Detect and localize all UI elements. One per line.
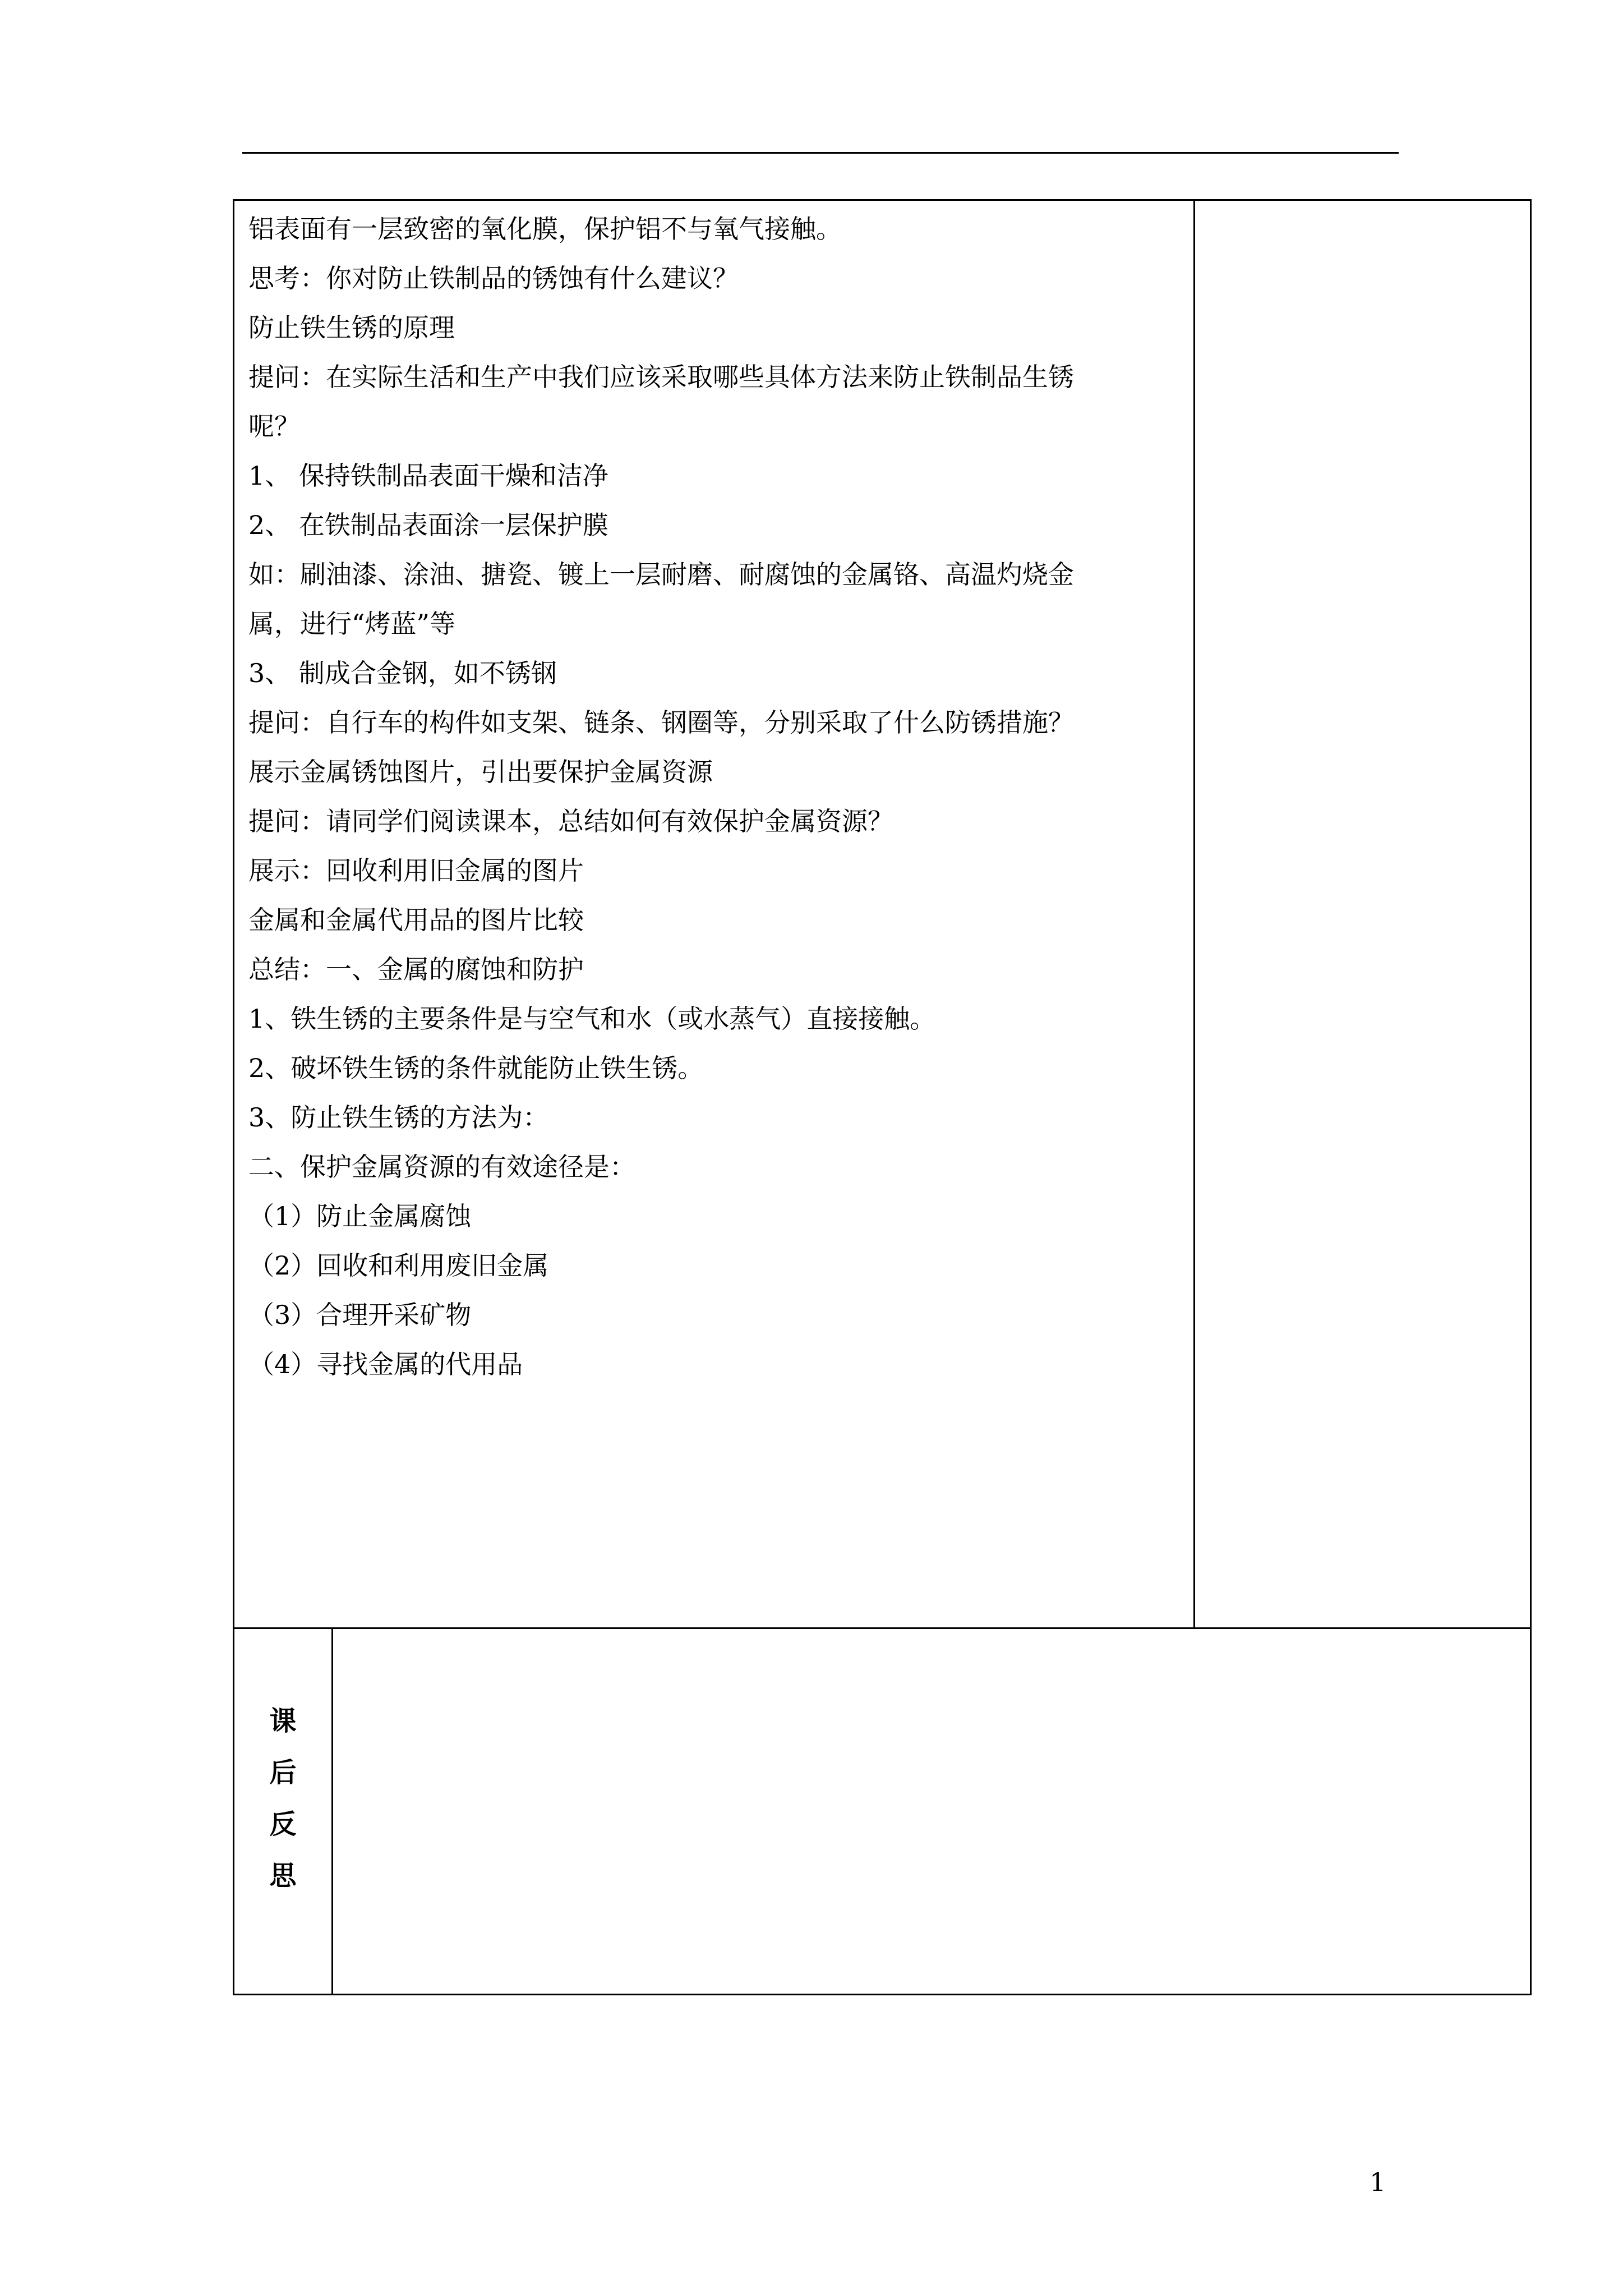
lesson-line: 金属和金属代用品的图片比较 (248, 905, 584, 935)
page-number: 1 (1370, 2167, 1386, 2197)
lesson-line: （3）合理开采矿物 (248, 1300, 472, 1330)
header-rule (242, 152, 1399, 154)
reflection-label-char: 课 (269, 1705, 297, 1737)
lesson-line: 铝表面有一层致密的氧化膜，保护铝不与氧气接触。 (248, 214, 842, 244)
lesson-line: 总结：一、金属的腐蚀和防护 (248, 954, 584, 984)
lesson-line: 1、 保持铁制品表面干燥和洁净 (248, 461, 608, 491)
lesson-line: 提问：请同学们阅读课本，总结如何有效保护金属资源？ (248, 806, 893, 836)
lesson-line: 呢？ (248, 411, 300, 441)
lesson-line: 提问：在实际生活和生产中我们应该采取哪些具体方法来防止铁制品生锈 (248, 362, 1074, 392)
lesson-line: 3、防止铁生锈的方法为： (248, 1102, 549, 1133)
notes-side-cell (1193, 199, 1532, 1629)
lesson-line: 2、破坏铁生锈的条件就能防止铁生锈。 (248, 1053, 704, 1083)
lesson-line: 提问：自行车的构件如支架、链条、钢圈等，分别采取了什么防锈措施？ (248, 707, 1074, 738)
lesson-line: 展示金属锈蚀图片，引出要保护金属资源 (248, 757, 713, 787)
lesson-line: 3、 制成合金钢，如不锈钢 (248, 658, 557, 688)
reflection-content-cell (331, 1627, 1532, 1995)
lesson-line: 属，进行“烤蓝”等 (248, 609, 456, 639)
lesson-line: 思考：你对防止铁制品的锈蚀有什么建议？ (248, 263, 739, 293)
lesson-line: 如：刷油漆、涂油、搪瓷、镀上一层耐磨、耐腐蚀的金属铬、高温灼烧金 (248, 559, 1074, 590)
lesson-line: 防止铁生锈的原理 (248, 312, 455, 343)
lesson-line: 1、铁生锈的主要条件是与空气和水（或水蒸气）直接接触。 (248, 1004, 936, 1034)
reflection-label-char: 后 (269, 1757, 297, 1788)
reflection-label-char: 思 (269, 1860, 297, 1892)
lesson-line: 2、 在铁制品表面涂一层保护膜 (248, 510, 608, 540)
lesson-line: （1）防止金属腐蚀 (248, 1201, 472, 1231)
reflection-label-char: 反 (269, 1809, 297, 1840)
lesson-line: （4）寻找金属的代用品 (248, 1349, 523, 1379)
lesson-line: （2）回收和利用废旧金属 (248, 1250, 549, 1281)
lesson-line: 展示：回收利用旧金属的图片 (248, 855, 584, 886)
lesson-line: 二、保护金属资源的有效途径是： (248, 1152, 635, 1182)
